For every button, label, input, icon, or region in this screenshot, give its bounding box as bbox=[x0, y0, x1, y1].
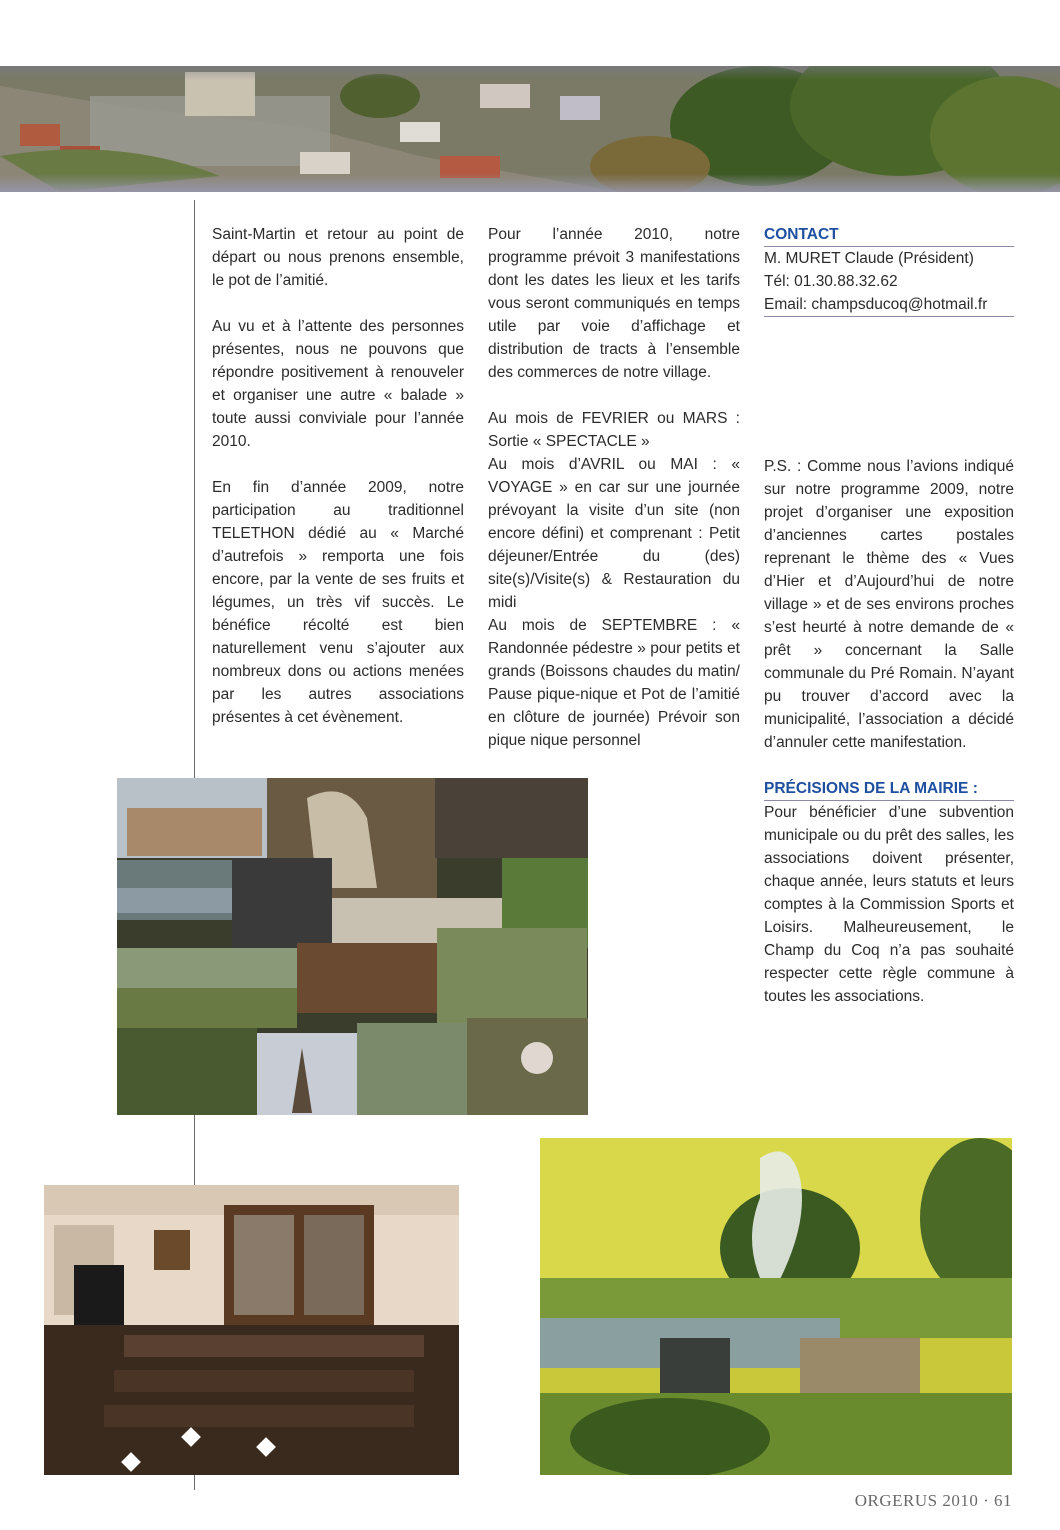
paragraph: Pour l’année 2010, notre programme prévoit 3 manifestations dont les dates les lieux et les tarifs vous seront communiqués en temps utile par voie d’affichage et distribution de tracts à l’ensemble des commerces de notre village. bbox=[488, 226, 740, 381]
paragraph: En fin d’année 2009, notre participation au traditionnel TELETHON dédié au « Marché d’autrefois » remporta une fois encore, par la vente de ses fruits et légumes, un très vif succès. Le bénéfice récolté est bien naturellement venu s’ajouter aux nombreux dons ou actions menées par les autres associations présentes à cet évènement. bbox=[212, 479, 464, 726]
paragraph: Saint-Martin et retour au point de départ ou nous prenons ensemble, le pot de l’amitié. bbox=[212, 226, 464, 289]
ps-paragraph: P.S. : Comme nous l’avions indiqué sur notre programme 2009, notre projet d’organiser une exposition d’anciennes cartes postales reprenant le thème des « Vues d’Hier et d’Aujourd’hui de notre village » et de ses environs proches s’est heurté à notre demande de « prêt » concernant la Salle communale du Pré Romain. N’ayant pu trouver d’accord avec la municipalité, l’association a décidé d’annuler cette manifestation. bbox=[764, 458, 1014, 751]
contact-phone: Tél: 01.30.88.32.62 bbox=[764, 273, 898, 290]
field-image bbox=[540, 1138, 1012, 1475]
classroom-image bbox=[44, 1185, 459, 1475]
contact-email: Email: champsducoq@hotmail.fr bbox=[764, 293, 1014, 317]
classroom-photo bbox=[44, 1185, 459, 1475]
program-item: Au mois de SEPTEMBRE : « Randonnée pédestre » pour petits et grands (Boissons chaudes du matin/ Pause pique-nique et Pot de l’amitié en clôture de journée) Prévoir son pique nique personnel bbox=[488, 617, 740, 749]
text-column-2 bbox=[488, 223, 740, 752]
paragraph: Au vu et à l’attente des personnes présentes, nous ne pouvons que répondre positivement à renouveler et organiser une autre « balade » toute aussi conviviale pour l’année 2010. bbox=[212, 318, 464, 450]
mairie-heading: PRÉCISIONS DE LA MAIRIE : bbox=[764, 777, 1014, 801]
banner-shade bbox=[0, 66, 1060, 192]
photo-collage bbox=[117, 778, 588, 1115]
text-column-1 bbox=[212, 223, 464, 752]
page-footer: ORGERUS 2010 · 61 bbox=[854, 1491, 1012, 1510]
program-item: Au mois d’AVRIL ou MAI : « VOYAGE » en car sur une journée prévoyant la visite d’un site (non encore défini) et comprenant : Petit déjeuner/Entrée du (des) site(s)/Visite(s) & Restauration du midi bbox=[488, 456, 740, 611]
contact-heading: CONTACT bbox=[764, 223, 1014, 247]
collage-image bbox=[117, 778, 588, 1115]
text-column-3 bbox=[764, 223, 1014, 1008]
mairie-paragraph: Pour bénéficier d’une subvention municipale ou du prêt des salles, les associations doivent présenter, chaque année, leurs statuts et leurs comptes à la Commission Sports et Loisirs. Malheureusement, le Champ du Coq n’a pas souhaité respecter cette règle commune à toutes les associations. bbox=[764, 804, 1014, 1005]
program-item: Au mois de FEVRIER ou MARS : Sortie « SPECTACLE » bbox=[488, 410, 740, 450]
steam-engine-photo bbox=[540, 1138, 1012, 1475]
contact-block bbox=[764, 247, 1014, 317]
spacer bbox=[764, 317, 1014, 455]
contact-name: M. MURET Claude (Président) bbox=[764, 250, 974, 267]
